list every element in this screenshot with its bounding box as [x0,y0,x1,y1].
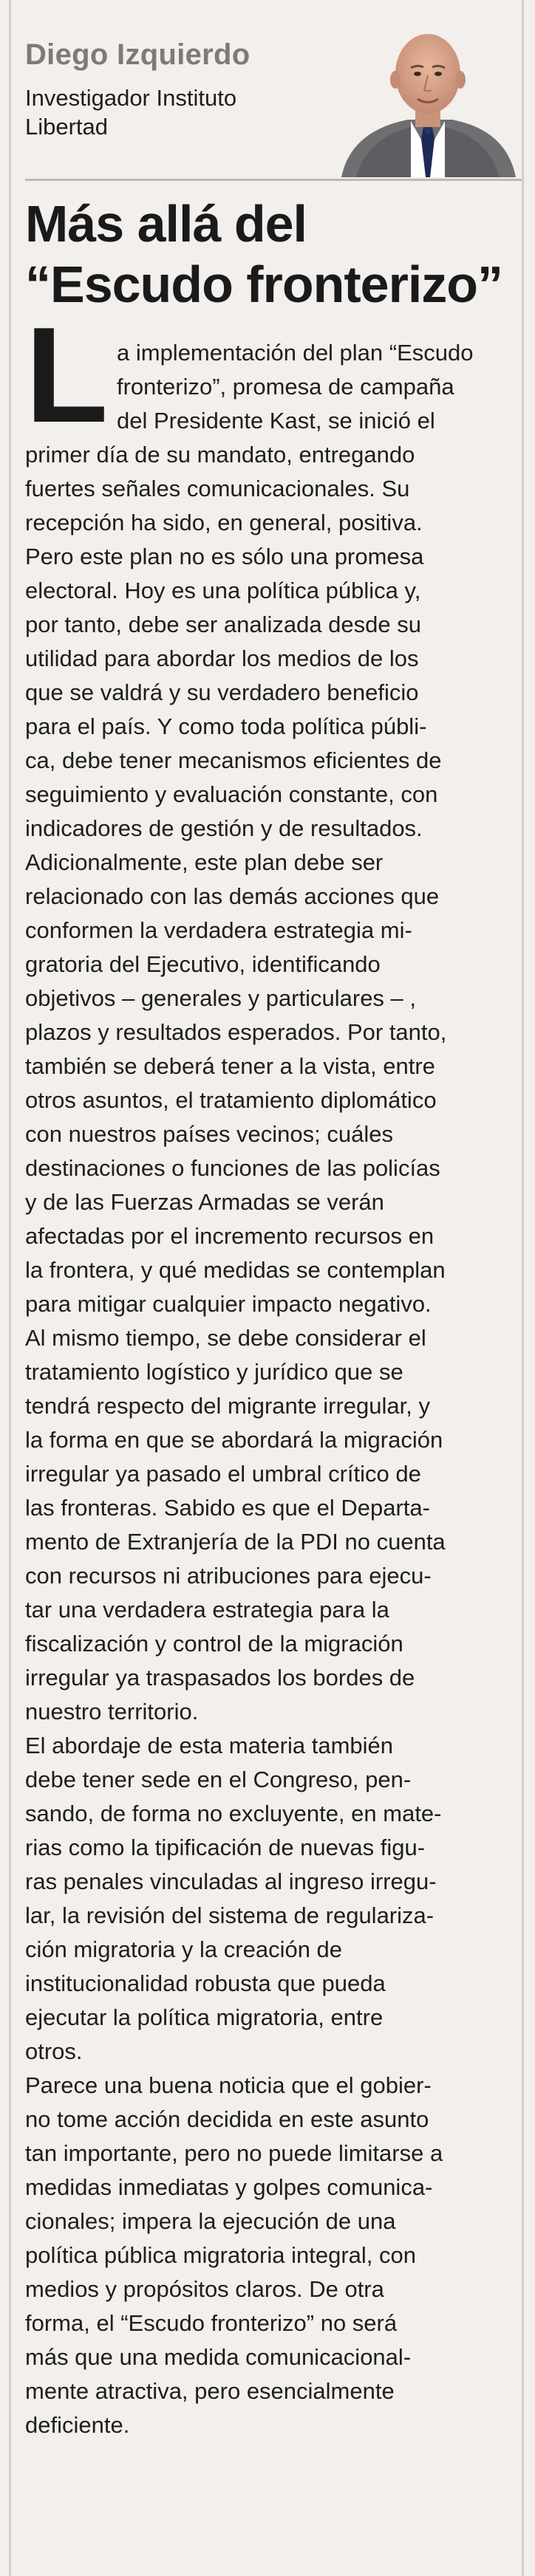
article-line: ejecutar la política migratoria, entre [25,2004,384,2030]
author-name: Diego Izquierdo [25,38,251,71]
article-line: tan importante, pero no puede limitarse a [25,2140,443,2166]
article-line: del Presidente Kast, se inició el [117,408,435,434]
article-line: Al mismo tiempo, se debe considerar el [25,1325,426,1351]
author-block [25,0,522,181]
author-photo [334,22,522,177]
article-line: tratamiento logístico y jurídico que se [25,1359,403,1385]
article-line: forma, el “Escudo fronterizo” no será [25,2310,398,2336]
article-line: plazos y resultados esperados. Por tanto, [25,1019,447,1045]
article-line: medidas inmediatas y golpes comunica- [25,2174,433,2200]
article-line: medios y propósitos claros. De otra [25,2276,384,2302]
header-divider [25,179,522,181]
article-line: destinaciones o funciones de las policías [25,1155,440,1181]
article-line: gratoria del Ejecutivo, identificando [25,951,381,977]
article-body [25,336,517,2442]
article-line: relacionado con las demás acciones que [25,883,440,909]
article-line: afectadas por el incremento recursos en [25,1223,435,1249]
article-line: y de las Fuerzas Armadas se verán [25,1189,384,1215]
article-line: conformen la verdadera estrategia mi- [25,917,412,943]
article-line: recepción ha sido, en general, positiva. [25,510,423,535]
article-line: fronterizo”, promesa de campaña [117,374,454,400]
left-border [9,0,11,2576]
article-line: ción migratoria y la creación de [25,1936,343,1962]
article-line: utilidad para abordar los medios de los [25,645,419,671]
article-line: irregular ya traspasados los bordes de [25,1665,415,1690]
article-line: irregular ya pasado el umbral crítico de [25,1461,421,1487]
article-line: para el país. Y como toda política públi- [25,713,427,739]
article-line: seguimiento y evaluación constante, con [25,781,438,807]
article-line: institucionalidad robusta que pueda [25,1970,386,1996]
article-line: debe tener sede en el Congreso, pen- [25,1767,412,1792]
article-line: las fronteras. Sabido es que el Departa- [25,1495,430,1521]
article-line: fiscalización y control de la migración [25,1631,403,1657]
article-line: ca, debe tener mecanismos eficientes de [25,747,442,773]
article-line: otros. [25,2038,83,2064]
headline-line: “Escudo fronterizo” [25,256,503,313]
article-line: más que una medida comunicacional- [25,2344,412,2370]
article-line: fuertes señales comunicacionales. Su [25,476,410,501]
article-line: política pública migratoria integral, con [25,2242,416,2268]
author-role [25,83,313,141]
article-line: sando, de forma no excluyente, en mate- [25,1801,442,1826]
article-line: otros asuntos, el tratamiento diplomático [25,1087,437,1113]
article-line: mento de Extranjería de la PDI no cuenta [25,1529,446,1555]
article-line: mente atractiva, pero esencialmente [25,2378,395,2404]
article-line: tendrá respecto del migrante irregular, y [25,1393,430,1419]
article-line: tar una verdadera estrategia para la [25,1597,389,1623]
article-line: objetivos – generales y particulares – , [25,985,417,1011]
article-line: Parece una buena noticia que el gobier- [25,2072,432,2098]
article-line: El abordaje de esta materia también [25,1733,394,1758]
article-line: ras penales vinculadas al ingreso irregu- [25,1868,437,1894]
author-role-line: Libertad [25,114,109,140]
headline-line: Más allá del [25,195,307,253]
article-line: también se deberá tener a la vista, entre [25,1053,435,1079]
article-line: Pero este plan no es sólo una promesa [25,544,424,569]
article-line: con recursos ni atribuciones para ejecu- [25,1563,432,1589]
article-line: deficiente. [25,2412,130,2438]
article-line: no tome acción decidida en este asunto [25,2106,429,2132]
article-line: para mitigar cualquier impacto negativo. [25,1291,432,1317]
author-role-line: Investigador Instituto [25,85,237,111]
article-line: a implementación del plan “Escudo [117,340,474,366]
article-line: con nuestros países vecinos; cuáles [25,1121,393,1147]
article-line: Adicionalmente, este plan debe ser [25,849,384,875]
article-line: indicadores de gestión y de resultados. [25,815,423,841]
article-line: la forma en que se abordará la migración [25,1427,443,1453]
article-line: nuestro territorio. [25,1699,199,1724]
headline [25,193,520,315]
article-line: que se valdrá y su verdadero beneficio [25,679,419,705]
article-line: por tanto, debe ser analizada desde su [25,612,421,637]
article-line: la frontera, y qué medidas se contemplan [25,1257,446,1283]
article-line: lar, la revisión del sistema de regulariza- [25,1902,435,1928]
article-line: primer día de su mandato, entregando [25,442,415,467]
right-border [522,0,524,2576]
article-line: rias como la tipificación de nuevas figu- [25,1835,426,1860]
drop-cap: L [25,298,109,451]
article-line: electoral. Hoy es una política pública y, [25,578,421,603]
article-line: cionales; impera la ejecución de una [25,2208,396,2234]
